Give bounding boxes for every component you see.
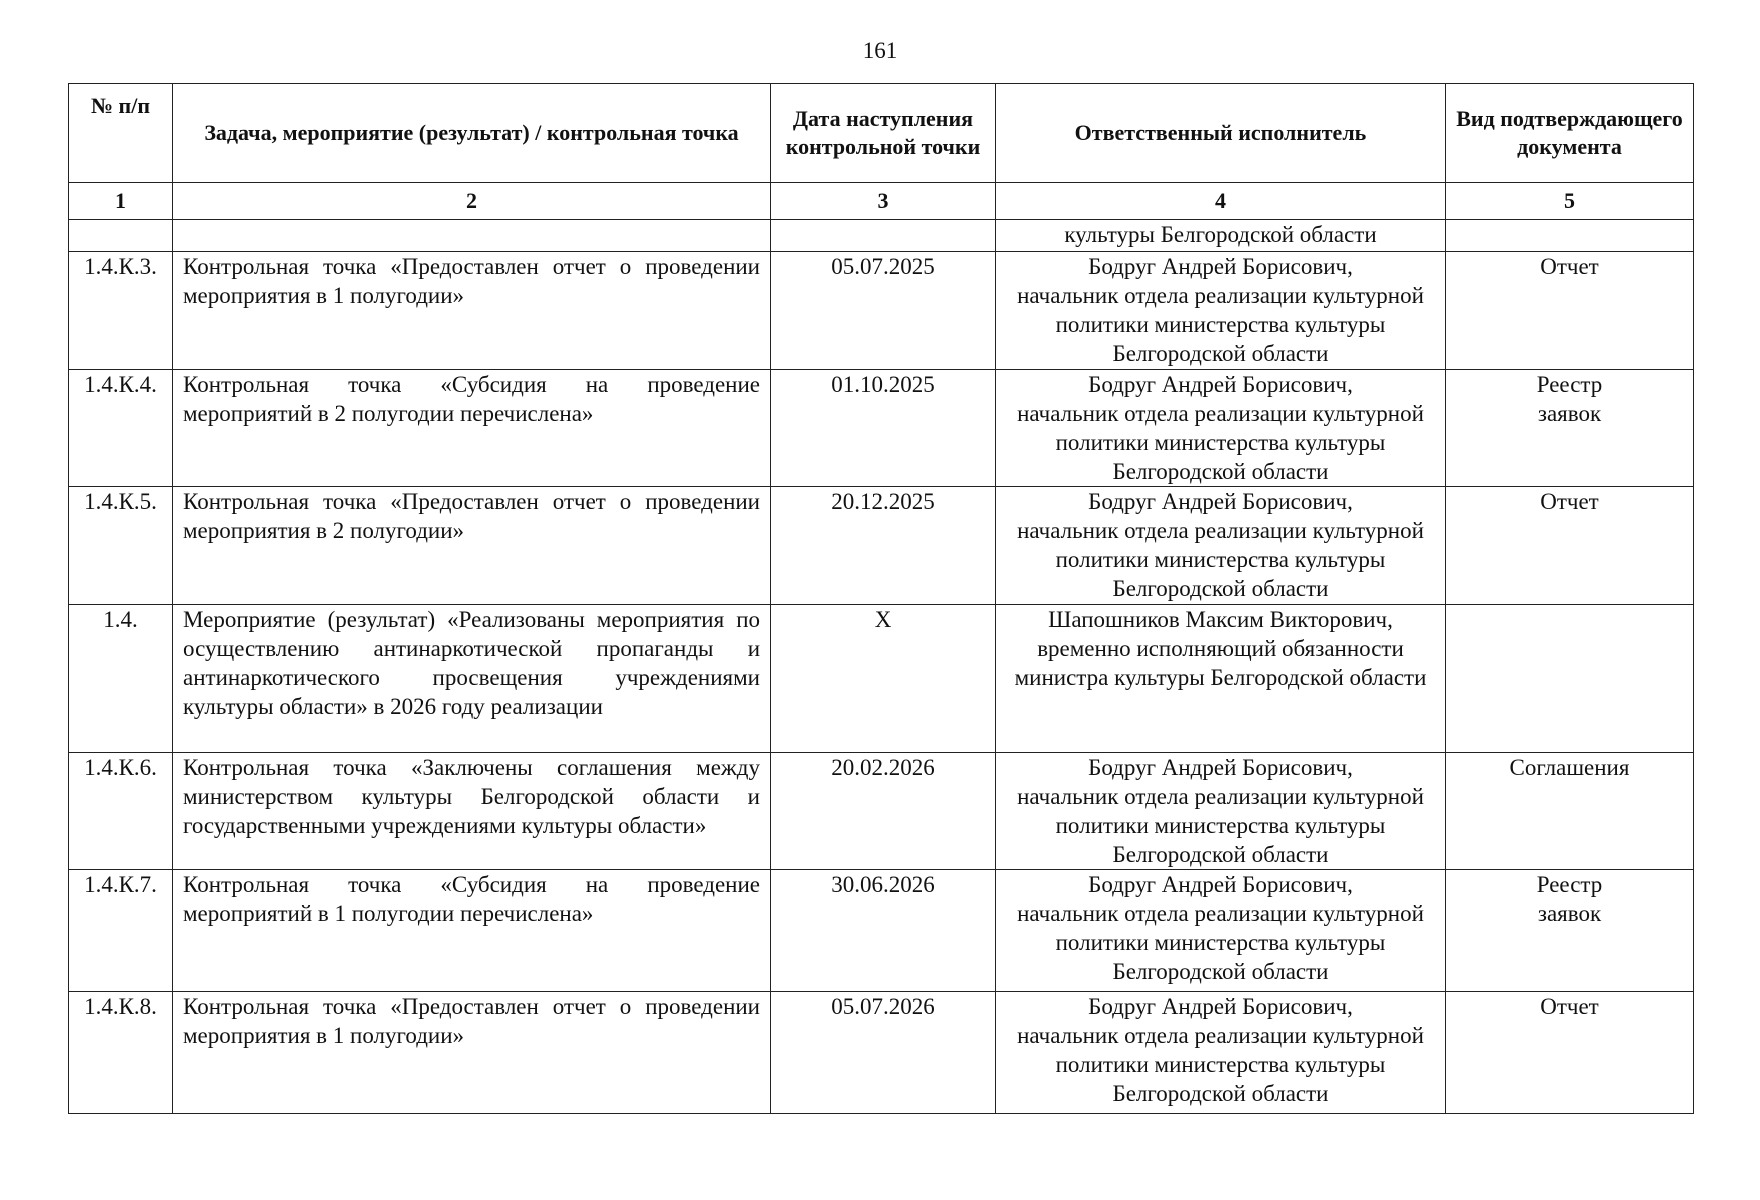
table-row <box>69 992 1694 1114</box>
header-num: № п/п <box>69 84 173 183</box>
cell-date: 05.07.2026 <box>771 992 996 1114</box>
cell-executor <box>996 870 1446 992</box>
column-number: 4 <box>996 183 1446 220</box>
cell-executor <box>996 370 1446 487</box>
executor-role: начальник отдела реализации культурной политики министерства культуры Белгородской области <box>1017 901 1424 984</box>
cell-date: 20.12.2025 <box>771 487 996 605</box>
cell-task: Контрольная точка «Предоставлен отчет о проведении мероприятия в 2 полугодии» <box>173 487 771 605</box>
executor-name: Бодруг Андрей Борисович, <box>1088 994 1353 1019</box>
header-task: Задача, мероприятие (результат) / контрольная точка <box>173 84 771 183</box>
executor-role: начальник отдела реализации культурной политики министерства культуры Белгородской области <box>1017 283 1424 366</box>
executor-name: Бодруг Андрей Борисович, <box>1088 372 1353 397</box>
cell-executor <box>996 605 1446 753</box>
table-row <box>69 252 1694 370</box>
cell-executor <box>996 992 1446 1114</box>
header-date: Дата наступления контрольной точки <box>771 84 996 183</box>
cell-task: Контрольная точка «Заключены соглашения между министерством культуры Белгородской области и государственными учреждениями культуры области» <box>173 753 771 870</box>
cell-doc <box>1446 220 1694 252</box>
cell-task: Контрольная точка «Субсидия на проведение мероприятий в 1 полугодии перечислена» <box>173 870 771 992</box>
cell-task: Контрольная точка «Предоставлен отчет о проведении мероприятия в 1 полугодии» <box>173 252 771 370</box>
executor-name: Бодруг Андрей Борисович, <box>1088 489 1353 514</box>
cell-num: 1.4.К.4. <box>69 370 173 487</box>
cell-date <box>771 220 996 252</box>
executor-role: начальник отдела реализации культурной политики министерства культуры Белгородской области <box>1017 1023 1424 1106</box>
table-row <box>69 870 1694 992</box>
cell-doc: Реестр заявок <box>1446 870 1694 992</box>
table-row <box>69 605 1694 753</box>
column-number: 5 <box>1446 183 1694 220</box>
executor-role: начальник отдела реализации культурной политики министерства культуры Белгородской области <box>1017 401 1424 484</box>
cell-doc: Отчет <box>1446 487 1694 605</box>
header-executor: Ответственный исполнитель <box>996 84 1446 183</box>
executor-role: временно исполняющий обязанности министра культуры Белгородской области <box>1014 636 1427 690</box>
table-row <box>69 370 1694 487</box>
cell-num: 1.4.К.6. <box>69 753 173 870</box>
cell-num: 1.4.К.8. <box>69 992 173 1114</box>
executor-name: Бодруг Андрей Борисович, <box>1088 254 1353 279</box>
executor-role: начальник отдела реализации культурной политики министерства культуры Белгородской области <box>1017 784 1424 867</box>
cell-num: 1.4.К.5. <box>69 487 173 605</box>
cell-doc: Реестр заявок <box>1446 370 1694 487</box>
table-row <box>69 753 1694 870</box>
cell-task: Контрольная точка «Субсидия на проведение мероприятий в 2 полугодии перечислена» <box>173 370 771 487</box>
column-number: 1 <box>69 183 173 220</box>
executor-name: Шапошников Максим Викторович, <box>1048 607 1393 632</box>
cell-executor <box>996 487 1446 605</box>
cell-doc: Соглашения <box>1446 753 1694 870</box>
cell-executor <box>996 252 1446 370</box>
cell-num <box>69 220 173 252</box>
control-points-table <box>68 83 1694 1114</box>
cell-num: 1.4. <box>69 605 173 753</box>
cell-task: Контрольная точка «Предоставлен отчет о проведении мероприятия в 1 полугодии» <box>173 992 771 1114</box>
table-header-row <box>69 84 1694 183</box>
cell-date: X <box>771 605 996 753</box>
page-number: 161 <box>862 38 898 63</box>
cell-executor <box>996 753 1446 870</box>
cell-num: 1.4.К.7. <box>69 870 173 992</box>
executor-name: Бодруг Андрей Борисович, <box>1088 755 1353 780</box>
header-doc: Вид подтверждающего документа <box>1446 84 1694 183</box>
cell-task: Мероприятие (результат) «Реализованы мероприятия по осуществлению антинаркотической пропаганды и антинаркотического просвещения учреждениями культуры области» в 2026 году реализации <box>173 605 771 753</box>
cell-task <box>173 220 771 252</box>
cell-doc <box>1446 605 1694 753</box>
column-number: 3 <box>771 183 996 220</box>
column-number: 2 <box>173 183 771 220</box>
cell-date: 30.06.2026 <box>771 870 996 992</box>
cell-executor: культуры Белгородской области <box>996 220 1446 252</box>
continuation-row <box>69 220 1694 252</box>
cell-date: 05.07.2025 <box>771 252 996 370</box>
cell-date: 01.10.2025 <box>771 370 996 487</box>
cell-doc: Отчет <box>1446 992 1694 1114</box>
executor-name: Бодруг Андрей Борисович, <box>1088 872 1353 897</box>
table-row <box>69 487 1694 605</box>
cell-num: 1.4.К.3. <box>69 252 173 370</box>
cell-doc: Отчет <box>1446 252 1694 370</box>
executor-role: начальник отдела реализации культурной политики министерства культуры Белгородской области <box>1017 518 1424 601</box>
cell-date: 20.02.2026 <box>771 753 996 870</box>
column-numbers-row <box>69 183 1694 220</box>
